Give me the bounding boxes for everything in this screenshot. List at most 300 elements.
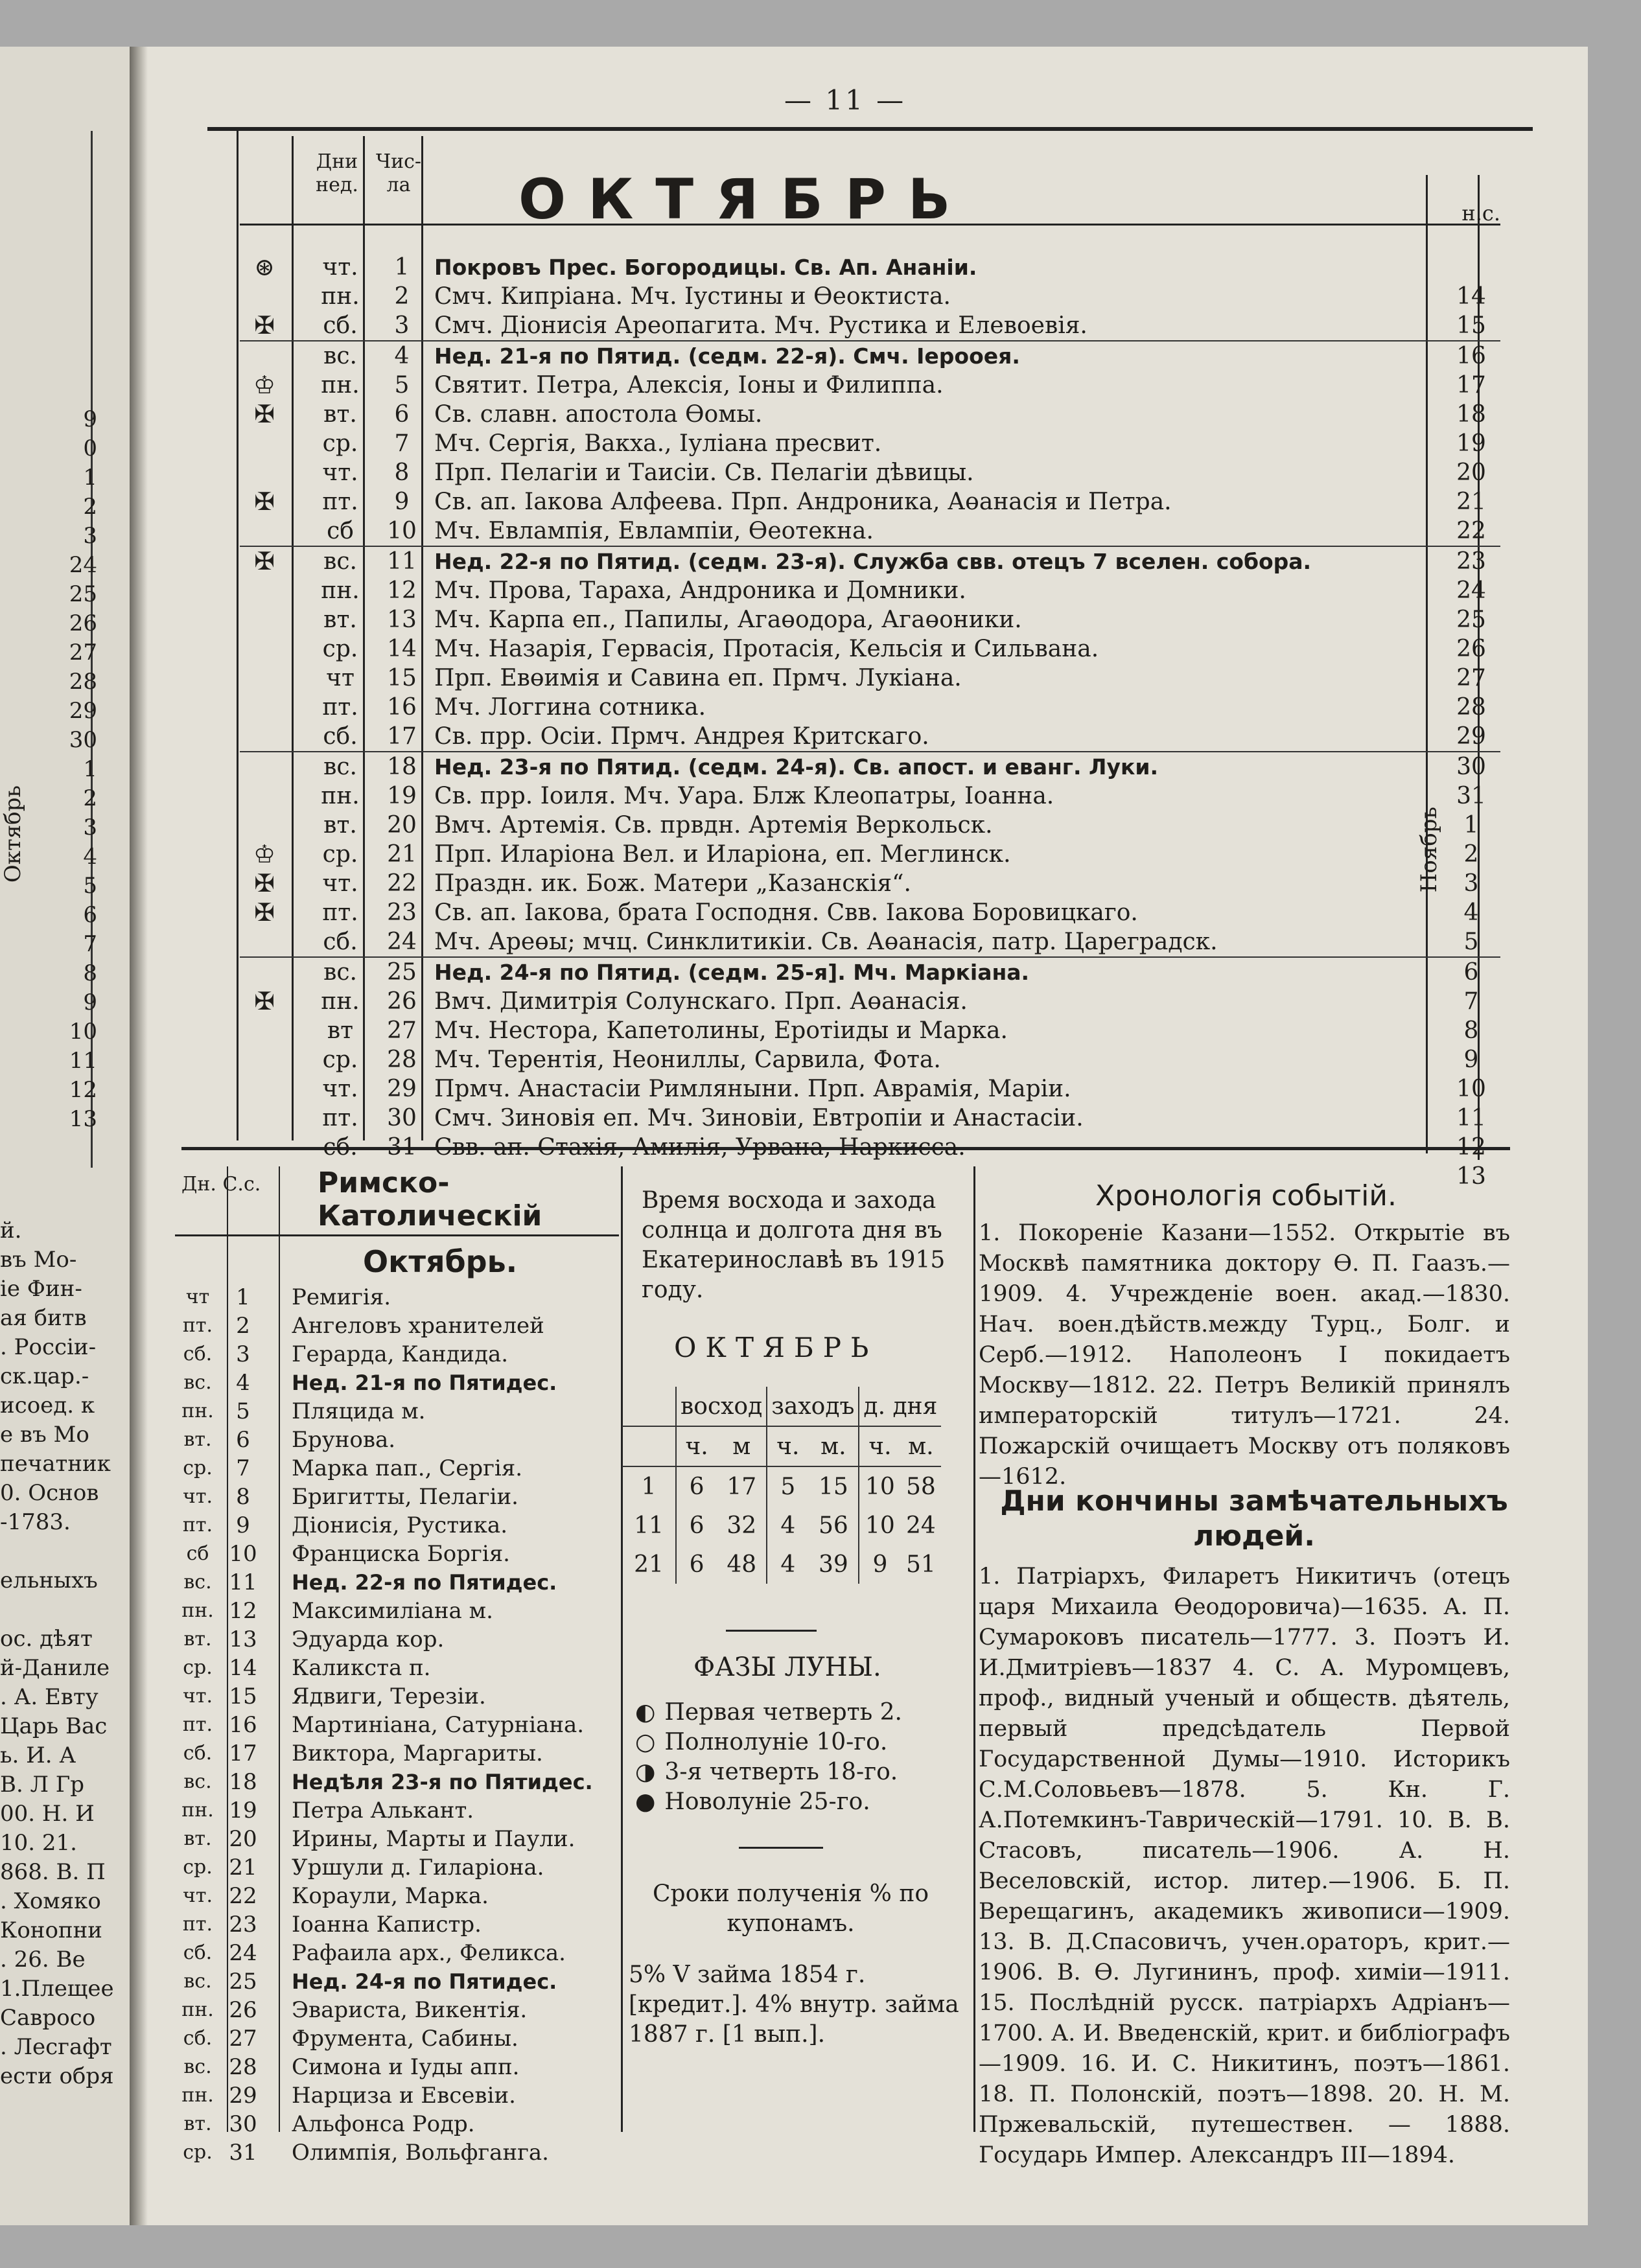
rc-row <box>175 1967 622 1996</box>
rc-row <box>175 1369 622 1397</box>
calendar-row <box>240 811 1500 840</box>
saint-name: Франциска Боргiя. <box>292 1541 510 1567</box>
rc-row <box>175 1312 622 1340</box>
cell-len-m: 24 <box>905 1512 936 1539</box>
november-label: Ноябрь <box>1416 807 1442 893</box>
sunrise-table <box>622 1387 941 1584</box>
weekday: чт. <box>322 870 358 897</box>
day-number: 19 <box>387 783 417 809</box>
deaths-title: Дни кончины замѣчательныхъ людей. <box>1000 1485 1508 1553</box>
weekday: чт. <box>322 1076 358 1102</box>
new-style-date: 15 <box>1456 312 1486 339</box>
calendar-row <box>240 487 1500 516</box>
header-new-style: н.с. <box>1461 201 1500 226</box>
rc-row <box>175 1853 622 1882</box>
saints-text: Мч. Назарiя, Гервасiя, Протасiя, Кельсiя и Сильвана. <box>434 636 1099 662</box>
weekday: вт. <box>183 1628 212 1650</box>
day-number: 22 <box>229 1883 257 1909</box>
day-number: 23 <box>229 1912 257 1938</box>
calendar-row <box>240 311 1500 340</box>
new-style-date: 20 <box>1456 459 1486 486</box>
prev-page-number: 29 <box>69 698 97 724</box>
weekday: ср. <box>322 841 358 868</box>
day-number: 28 <box>387 1047 417 1073</box>
calendar-row <box>240 956 1500 987</box>
rc-month: Октябрь. <box>363 1244 518 1279</box>
unit: ч. <box>859 1426 900 1466</box>
saints-text: Нед. 21-я по Пятид. (седм. 22-я). Смч. Iерооея. <box>434 343 1020 369</box>
feast-mark-icon: ✠ <box>254 547 275 575</box>
calendar-row <box>240 898 1500 927</box>
new-style-date: 14 <box>1456 283 1486 310</box>
sunrise-row <box>622 1466 941 1506</box>
saint-name: Альфонса Родр. <box>292 2111 475 2137</box>
new-style-date: 5 <box>1463 929 1479 955</box>
saint-name: Уршули д. Гиларiона. <box>292 1855 544 1880</box>
calendar-rows <box>240 253 1500 1191</box>
calendar-row <box>240 840 1500 869</box>
saint-name: Петра Алькант. <box>292 1798 474 1823</box>
prev-page-number: 3 <box>83 815 97 840</box>
saints-text: Вмч. Димитрiя Солунскаго. Прп. Аөанасiя. <box>434 988 968 1015</box>
deaths-text: 1. Патрiархъ, Филаретъ Никитичъ (отецъ царя Михаила Өеодоровича)—1635. А. П. Сумароковъ писатель—1777. 3. Поэтъ И. И.Дмитрiевъ—1837 4. С. А. Муромцевъ, проф., видный ученый и обществ. дѣятель, первый предсѣдатель Первой Государственной Думы—1910. Историкъ С.М.Соловьевъ—1878. 5. Кн. Г. А.Потемкинъ-Таврическiй—1791. 10. В. В. Стасовъ, писатель—1906. А. Н. Веселовскiй, истор. литер.—1906. Б. П. Верещагинъ, академикъ живописи—1909. 13. В. Д.Спасовичъ, учен.ораторъ, крит.—1906. В. Ө. Лугининъ, проф. химiи—1911. 15. Послѣднiй русск. патрiархъ Адрiанъ—1700. А. И. Введенскiй, крит. и библiографъ—1909. 16. И. С. Никитинъ, поэтъ—1861. 18. П. Полонскiй, поэтъ—1898. 20. Н. М. Пржевальскiй, путешествен. — 1888. Государь Импер. Александръ III—1894. <box>979 1564 1510 2168</box>
cell-set-m: 15 <box>818 1473 848 1500</box>
cell-rise-m: 17 <box>727 1473 757 1500</box>
cell-set-h: 4 <box>767 1545 808 1584</box>
calendar-row <box>240 1104 1500 1133</box>
weekday: пт. <box>182 1514 213 1536</box>
calendar-row <box>240 371 1500 400</box>
saints-text: Прп. Иларiона Вел. и Иларiона, еп. Меглинск. <box>434 841 1011 868</box>
prev-page-line: Савросо <box>0 2005 96 2031</box>
divider <box>739 1847 823 1849</box>
saint-name: Эдуарда кор. <box>292 1626 445 1652</box>
day-number: 11 <box>229 1569 257 1595</box>
rc-row <box>175 2081 622 2110</box>
prev-page-number: 11 <box>69 1048 97 1074</box>
weekday: вт. <box>323 401 357 428</box>
prev-page-number: 3 <box>83 523 97 549</box>
prev-page-number: 4 <box>83 844 97 870</box>
weekday: вт <box>327 1017 354 1044</box>
weekday: пн. <box>321 577 360 604</box>
prev-page-number: 1 <box>83 465 97 491</box>
sunrise-intro: Время восхода и захода солнца и долгота дня въ Екатеринославѣ въ 1915 году. <box>642 1187 946 1303</box>
saints-text: Св. ап. Iакова Алфеева. Прп. Андроника, Аөанасiя и Петра. <box>434 489 1172 515</box>
day-number: 16 <box>387 694 417 721</box>
weekday: чт. <box>322 254 358 281</box>
rc-row <box>175 1597 622 1625</box>
day-number: 27 <box>229 2026 257 2052</box>
saint-name: Мартинiана, Сатурнiана. <box>292 1712 585 1738</box>
day-number: 16 <box>229 1712 257 1738</box>
weekday: ср. <box>183 2141 213 2164</box>
day-number: 28 <box>229 2054 257 2080</box>
prev-page-line: ос. дѣят <box>0 1626 93 1652</box>
rc-row <box>175 1511 622 1540</box>
rc-row <box>175 2138 622 2167</box>
day-number: 25 <box>387 959 417 986</box>
calendar-row <box>240 693 1500 722</box>
day-number: 12 <box>229 1598 257 1624</box>
prev-page-line: 10. 21. <box>0 1830 77 1856</box>
prev-page-number: 26 <box>69 610 97 636</box>
new-style-date: 28 <box>1456 694 1486 721</box>
day-number: 20 <box>387 812 417 839</box>
saints-text: Нед. 22-я по Пятид. (седм. 23-я). Служба свв. отецъ 7 вселен. собора. <box>434 549 1312 574</box>
calendar-row <box>240 282 1500 311</box>
weekday: сб. <box>183 1742 213 1765</box>
cell-len-m: 51 <box>905 1551 936 1578</box>
calendar-row <box>240 546 1500 576</box>
day-number: 3 <box>394 312 410 339</box>
weekday: вс. <box>183 2055 212 2078</box>
saints-text: Мч. Прова, Тараха, Андроника и Домники. <box>434 577 966 604</box>
saint-name: Брунова. <box>292 1427 396 1453</box>
orthodox-calendar <box>240 130 1500 1190</box>
cell-len-m: 58 <box>905 1473 936 1500</box>
rc-rows <box>175 1283 622 2167</box>
saints-text: Прп. Пелагiи и Таисiи. Св. Пелагiи дѣвицы. <box>434 459 974 486</box>
moon-phase <box>635 1698 902 1728</box>
unit: м. <box>900 1426 941 1466</box>
cal-left-rule <box>237 130 239 1140</box>
saint-name: Недѣля 23-я по Пятидес. <box>292 1770 593 1794</box>
weekday: пн. <box>321 988 360 1015</box>
coupon-terms-title: Сроки полученiя % по купонамъ. <box>652 1880 929 1937</box>
saint-name: Герарда, Кандида. <box>292 1341 509 1367</box>
day-number: 19 <box>229 1798 257 1823</box>
calendar-row <box>240 1045 1500 1074</box>
calendar-row <box>240 751 1500 781</box>
prev-page-line: Конопни <box>0 1917 102 1943</box>
rc-row <box>175 1568 622 1597</box>
table-units-row <box>622 1426 941 1466</box>
new-style-date: 30 <box>1456 754 1486 780</box>
rc-row <box>175 1397 622 1426</box>
moon-phase-icon: ● <box>635 1788 656 1815</box>
rc-row <box>175 1483 622 1511</box>
weekday: вс. <box>183 1571 212 1593</box>
saint-name: Нед. 21-я по Пятидес. <box>292 1371 557 1395</box>
saints-text: Мч. Логгина сотника. <box>434 694 706 721</box>
weekday: сб <box>186 1542 209 1565</box>
cell-set-h: 5 <box>767 1466 808 1506</box>
header-dates: Чис- ла <box>375 150 422 196</box>
calendar-row <box>240 987 1500 1016</box>
day-number: 5 <box>394 372 410 399</box>
col-length: д. дня <box>859 1387 941 1426</box>
day-number: 10 <box>387 518 417 544</box>
new-style-date: 17 <box>1456 372 1486 399</box>
weekday: пн. <box>181 1599 214 1622</box>
saint-name: Ядвиги, Терезiи. <box>292 1684 486 1709</box>
calendar-row <box>240 869 1500 898</box>
moon-phase-text: 3-я четверть 18-го. <box>664 1759 898 1785</box>
weekday: вс. <box>323 548 357 575</box>
day-number: 3 <box>236 1341 250 1367</box>
prev-page-line: ск.цар.- <box>0 1363 89 1389</box>
prev-page-line: й. <box>0 1218 22 1244</box>
day-number: 26 <box>387 988 417 1015</box>
prev-page-line: ельныхъ <box>0 1568 98 1593</box>
day-number: 5 <box>236 1398 250 1424</box>
cell-len-h: 10 <box>859 1506 900 1545</box>
new-style-date: 27 <box>1456 665 1486 691</box>
chronology-title: Хронологiя событiй. <box>1095 1179 1397 1212</box>
feast-mark-icon: ✠ <box>254 898 275 927</box>
saint-name: Виктора, Маргариты. <box>292 1741 543 1766</box>
sunrise-section <box>622 1160 972 2132</box>
saint-name: Ремигiя. <box>292 1284 391 1310</box>
unit: м <box>717 1426 767 1466</box>
new-style-date: 29 <box>1456 723 1486 750</box>
col-set: заходъ <box>767 1387 859 1426</box>
moon-phases-title: ФАЗЫ ЛУНЫ. <box>693 1652 881 1682</box>
new-style-date: 22 <box>1456 518 1486 544</box>
day-number: 31 <box>229 2140 257 2166</box>
day-number: 15 <box>387 665 417 691</box>
day-number: 30 <box>387 1105 417 1131</box>
prev-page-number: 28 <box>69 669 97 695</box>
cell-day: 1 <box>641 1473 657 1500</box>
day-number: 14 <box>229 1655 257 1681</box>
weekday: вт. <box>183 2112 212 2135</box>
weekday: сб. <box>323 723 358 750</box>
moon-phase <box>635 1757 898 1787</box>
new-style-date: 11 <box>1456 1105 1486 1131</box>
rc-row <box>175 1711 622 1739</box>
day-number: 11 <box>387 548 417 575</box>
saint-name: Iоанна Капистр. <box>292 1912 482 1938</box>
weekday: пт. <box>182 1314 213 1337</box>
saints-text: Святит. Петра, Алексiя, Iоны и Филиппа. <box>434 372 944 399</box>
prev-page-line: . 26. Be <box>0 1947 86 1973</box>
weekday: чт. <box>183 1884 213 1907</box>
prev-page-number: 9 <box>83 406 97 432</box>
rc-row <box>175 1939 622 1967</box>
day-number: 1 <box>236 1284 250 1310</box>
rc-row <box>175 1882 622 1910</box>
saints-text: Нед. 23-я по Пятид. (седм. 24-я). Св. апост. и еванг. Луки. <box>434 754 1159 780</box>
previous-page-margin <box>0 47 136 2225</box>
rc-row <box>175 1454 622 1483</box>
prev-page-line: ie Фин- <box>0 1276 82 1302</box>
weekday: пт. <box>322 694 358 721</box>
weekday: вт. <box>183 1827 212 1850</box>
prev-page-number: 10 <box>69 1019 97 1045</box>
feast-mark-icon: ⊛ <box>254 253 275 281</box>
rc-row <box>175 1654 622 1682</box>
saint-name: Бригитты, Пелагiи. <box>292 1484 518 1510</box>
calendar-row <box>240 429 1500 458</box>
new-style-date: 3 <box>1463 870 1479 897</box>
saint-name: Эвариста, Викентiя. <box>292 1997 528 2023</box>
weekday: пт. <box>182 1713 213 1736</box>
prev-page-number: 27 <box>69 640 97 665</box>
day-number: 4 <box>394 343 410 369</box>
prev-page-number: 1 <box>83 756 97 782</box>
saints-text: Смч. Зиновiя еп. Мч. Зиновiи, Евтропiи и Анастасiи. <box>434 1105 1084 1131</box>
sunrise-row <box>622 1506 941 1545</box>
moon-phase <box>635 1728 887 1757</box>
saint-name: Олимпiя, Вольфганга. <box>292 2140 549 2166</box>
prev-page-line: ая битв <box>0 1305 87 1331</box>
calendar-row <box>240 722 1500 751</box>
feast-mark-icon: ✠ <box>254 987 275 1015</box>
day-number: 29 <box>387 1076 417 1102</box>
chronology-text: 1. Покоренiе Казани—1552. Открытiе въ Москвѣ памятника доктору Ө. П. Гаазъ.—1909. 4. Учрежденiе воен. акад.—1830. Нач. воен.дѣйств.между Турц., Болг. и Серб.—1912. Наполеонъ I покидаетъ Москву—1812. 22. Петръ Великiй принялъ императорскiй титулъ—1721. 24. Пожарскiй очищаетъ Москву отъ поляковъ—1612. <box>979 1220 1510 1490</box>
day-number: 18 <box>387 754 417 780</box>
saints-text: Смч. Дiонисiя Ареопагита. Мч. Рустика и Елевоевiя. <box>434 312 1088 339</box>
weekday: сб. <box>323 929 358 955</box>
day-number: 7 <box>236 1455 250 1481</box>
day-number: 9 <box>394 489 410 515</box>
calendar-header <box>240 130 1500 232</box>
prev-page-line: ести обря <box>0 2063 114 2089</box>
weekday: вт. <box>323 607 357 633</box>
prev-page-line: исоед. к <box>0 1393 95 1418</box>
saints-text: Мч. Терентiя, Неониллы, Сарвила, Фота. <box>434 1047 941 1073</box>
divider <box>726 1630 817 1632</box>
weekday: вс. <box>323 343 357 369</box>
weekday: пн. <box>181 1400 214 1422</box>
chronology-section <box>979 1173 1517 2168</box>
cell-len-h: 10 <box>859 1466 900 1506</box>
weekday: пн. <box>321 283 360 310</box>
saint-name: Ирины, Марты и Паули. <box>292 1826 576 1852</box>
prev-page-number: 5 <box>83 873 97 899</box>
new-style-date: 6 <box>1463 959 1479 986</box>
calendar-row <box>240 516 1500 546</box>
new-style-date: 8 <box>1463 1017 1479 1044</box>
weekday: пт. <box>322 489 358 515</box>
unit: ч. <box>767 1426 808 1466</box>
weekday: сб. <box>323 1134 358 1161</box>
saints-text: Св. ап. Iакова, брата Господня. Свв. Iакова Боровицкаго. <box>434 899 1138 926</box>
rc-row <box>175 2110 622 2138</box>
saint-name: Пляцида м. <box>292 1398 426 1424</box>
prev-page-number: 9 <box>83 989 97 1015</box>
weekday: ср. <box>322 1047 358 1073</box>
saint-name: Дiонисiя, Рустика. <box>292 1512 508 1538</box>
weekday: пн. <box>321 783 360 809</box>
day-number: 2 <box>394 283 410 310</box>
feast-mark-icon: ♔ <box>253 840 276 868</box>
calendar-row <box>240 634 1500 664</box>
day-number: 17 <box>387 723 417 750</box>
loan-text: 5% V займа 1854 г. [кредит.]. 4% внутр. займа 1887 г. [1 вып.]. <box>629 1961 959 2048</box>
saint-name: Максимилiана м. <box>292 1598 493 1624</box>
new-style-date: 7 <box>1463 988 1479 1015</box>
day-number: 18 <box>229 1769 257 1795</box>
saints-text: Свв. ап. Стахiя, Амилiя, Урвана, Наркисса. <box>434 1134 966 1161</box>
moon-phase-text: Новолунiе 25-го. <box>664 1788 870 1815</box>
prev-page-side-label: Октябрь <box>0 785 26 883</box>
day-number: 22 <box>387 870 417 897</box>
weekday: чт. <box>322 459 358 486</box>
day-number: 26 <box>229 1997 257 2023</box>
calendar-row <box>240 605 1500 634</box>
calendar-row <box>240 1074 1500 1104</box>
day-number: 25 <box>229 1969 257 1995</box>
day-number: 21 <box>229 1855 257 1880</box>
day-number: 13 <box>229 1626 257 1652</box>
new-style-date: 1 <box>1463 812 1479 839</box>
month-title: ОКТЯБРЬ <box>518 167 973 232</box>
header-days: Дни нед. <box>316 150 358 196</box>
rc-row <box>175 1996 622 2024</box>
weekday: вт. <box>183 1428 212 1451</box>
weekday: ср. <box>183 1656 213 1679</box>
new-style-date: 26 <box>1456 636 1486 662</box>
weekday: вт. <box>323 812 357 839</box>
new-style-date: 12 <box>1456 1134 1486 1161</box>
day-number: 27 <box>387 1017 417 1044</box>
new-style-date: 13 <box>1456 1163 1486 1190</box>
saint-name: Марка пап., Сергiя. <box>292 1455 523 1481</box>
weekday: вс. <box>183 1371 212 1394</box>
prev-page-number: 24 <box>69 552 97 578</box>
new-style-date: 18 <box>1456 401 1486 428</box>
prev-page-number: 25 <box>69 581 97 607</box>
prev-page-number: 7 <box>83 931 97 957</box>
prev-page-line: 0. Основ <box>0 1480 99 1506</box>
saints-text: Вмч. Артемiя. Св. првдн. Артемiя Веркольск. <box>434 812 993 839</box>
new-style-date: 2 <box>1463 841 1479 868</box>
calendar-row <box>240 340 1500 371</box>
weekday: пн. <box>181 2084 214 2107</box>
prev-page-line: . Лесгафт <box>0 2034 112 2060</box>
col-rise: восход <box>676 1387 767 1426</box>
day-number: 1 <box>394 254 410 281</box>
calendar-row <box>240 1016 1500 1045</box>
saint-name: Фрументa, Сабины. <box>292 2026 518 2052</box>
calendar-row <box>240 400 1500 429</box>
prev-page-line: й-Данилe <box>0 1655 110 1681</box>
cell-day: 21 <box>634 1551 664 1578</box>
saints-text: Мч. Сергiя, Вакха., Iулiана пресвит. <box>434 430 882 457</box>
day-number: 21 <box>387 841 417 868</box>
prev-page-line: В. Л Гр <box>0 1772 85 1798</box>
feast-mark-icon: ✠ <box>254 487 275 516</box>
rc-row <box>175 1540 622 1568</box>
feast-mark-icon: ✠ <box>254 400 275 428</box>
prev-page-line: въ Мо- <box>0 1247 77 1273</box>
moon-phase-icon: ◑ <box>635 1759 656 1785</box>
table-header-row <box>622 1387 941 1426</box>
cell-rise-h: 6 <box>676 1545 717 1584</box>
col-rule <box>973 1166 975 2132</box>
calendar-row <box>240 781 1500 811</box>
prev-page-number: 2 <box>83 494 97 520</box>
day-number: 14 <box>387 636 417 662</box>
rc-row <box>175 2053 622 2081</box>
weekday: вс. <box>323 754 357 780</box>
prev-page-number: 0 <box>83 435 97 461</box>
unit: ч. <box>676 1426 717 1466</box>
saints-text: Мч. Карпа еп., Папилы, Агаөодора, Агаөоники. <box>434 607 1022 633</box>
day-number: 31 <box>387 1134 417 1161</box>
new-style-date: 24 <box>1456 577 1486 604</box>
rc-row <box>175 1426 622 1454</box>
weekday: чт. <box>183 1485 213 1508</box>
rc-row <box>175 1340 622 1369</box>
rc-row <box>175 1796 622 1825</box>
saint-name: Нед. 24-я по Пятидес. <box>292 1969 557 1994</box>
moon-phase-icon: ○ <box>635 1729 656 1755</box>
prev-page-line: 868. В. П <box>0 1859 106 1885</box>
